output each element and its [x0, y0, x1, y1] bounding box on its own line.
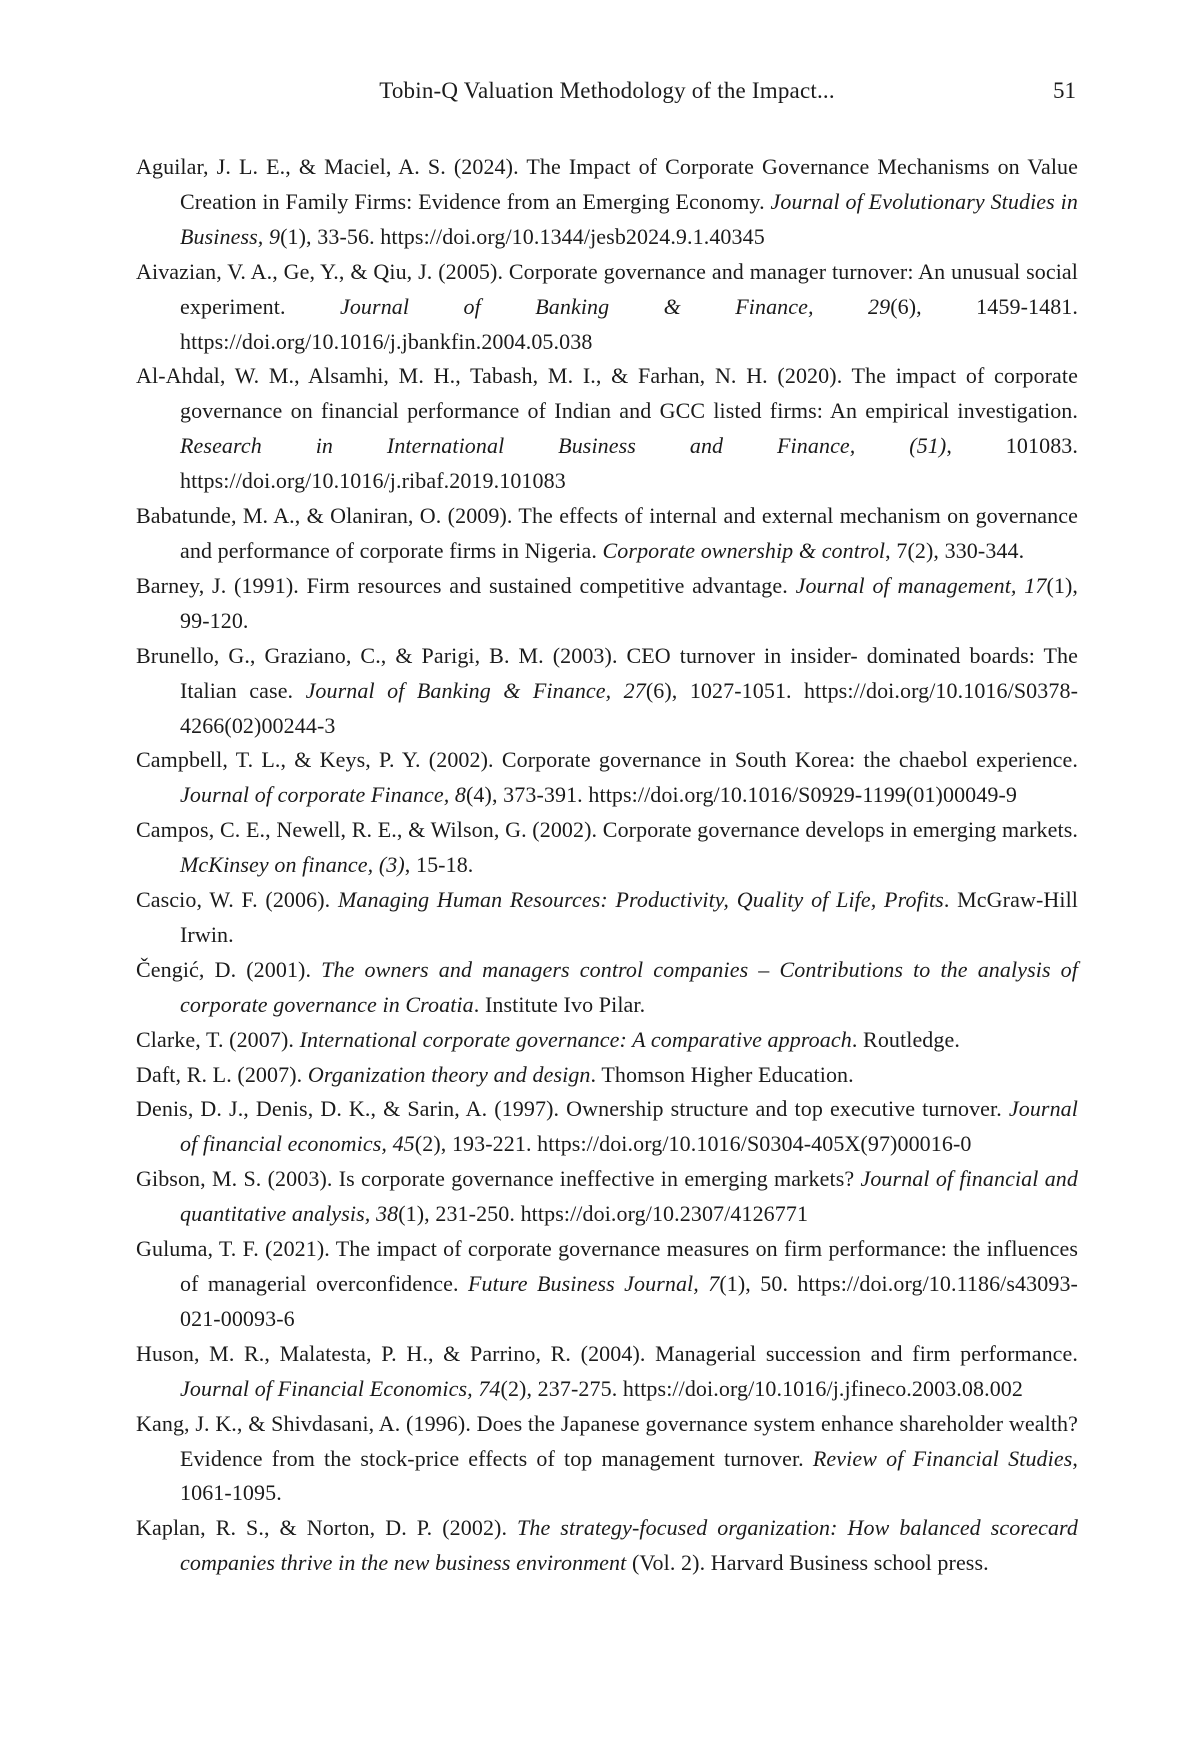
reference-entry	[136, 1511, 1078, 1581]
reference-italic-segment: Journal of corporate Finance, 8	[180, 782, 466, 808]
reference-text-segment: . Institute Ivo Pilar.	[473, 991, 646, 1017]
references-list	[136, 150, 1078, 1581]
running-title: Tobin-Q Valuation Methodology of the Impact...	[379, 78, 835, 103]
reference-italic-segment: Future Business Journal, 7	[467, 1271, 720, 1296]
reference-text-segment: Gibson, M. S. (2003). Is corporate governance ineffective in emerging markets?	[136, 1166, 861, 1192]
reference-entry	[136, 255, 1078, 360]
reference-entry	[136, 569, 1078, 639]
reference-italic-segment: Research in International Business and Finance, (51)	[180, 433, 947, 459]
reference-text-segment: . Routledge.	[851, 1026, 960, 1052]
reference-text-segment: (2), 237-275. https://doi.org/10.1016/j.jfineco.2003.08.002	[500, 1375, 1023, 1401]
reference-entry	[136, 359, 1078, 499]
reference-italic-segment: International corporate governance: A comparative approach	[299, 1026, 852, 1052]
reference-italic-segment: Journal of Banking & Finance, 29	[339, 293, 891, 319]
reference-text-segment: (4), 373-391. https://doi.org/10.1016/S0929-1199(01)00049-9	[466, 782, 1017, 808]
reference-entry	[136, 639, 1078, 744]
reference-text-segment: (1), 99-120.	[180, 572, 1079, 633]
reference-text-segment: Cascio, W. F. (2006).	[136, 887, 338, 913]
reference-entry	[136, 1407, 1078, 1512]
reference-text-segment: (2), 193-221. https://doi.org/10.1016/S0304-405X(97)00016-0	[414, 1131, 972, 1157]
reference-text-segment: . Thomson Higher Education.	[590, 1061, 854, 1087]
reference-italic-segment: Corporate ownership & control	[602, 537, 886, 563]
reference-text-segment: Campos, C. E., Newell, R. E., & Wilson, G. (2002). Corporate governance develops in emerging markets.	[136, 817, 1078, 843]
reference-italic-segment: Journal of financial economics, 45	[180, 1096, 1078, 1157]
reference-text-segment: Campbell, T. L., & Keys, P. Y. (2002). Corporate governance in South Korea: the chaebol experience.	[136, 747, 1078, 773]
reference-text-segment: Denis, D. J., Denis, D. K., & Sarin, A. (1997). Ownership structure and top executive turnover.	[136, 1096, 1009, 1122]
reference-text-segment: Daft, R. L. (2007).	[136, 1061, 308, 1087]
reference-entry	[136, 1023, 1078, 1058]
reference-text-segment: Čengić, D. (2001).	[136, 956, 322, 982]
reference-entry	[136, 813, 1078, 883]
reference-text-segment: Aguilar, J. L. E., & Maciel, A. S. (2024). The Impact of Corporate Governance Mechanisms on Value Creation in Family Firms: Evidence from an Emerging Economy.	[136, 154, 1078, 214]
reference-text-segment: Guluma, T. F. (2021). The impact of corporate governance measures on firm performance: the influences of managerial overconfidence.	[136, 1236, 1078, 1296]
reference-italic-segment: Journal of Financial Economics, 74	[180, 1375, 501, 1401]
reference-text-segment: (1), 33-56. https://doi.org/10.1344/jesb2024.9.1.40345	[280, 223, 765, 249]
reference-text-segment: Kang, J. K., & Shivdasani, A. (1996). Does the Japanese governance system enhance shareholder wealth? Evidence from the stock-price effects of top management turnover.	[136, 1410, 1078, 1471]
reference-entry	[136, 499, 1078, 569]
reference-text-segment: Al-Ahdal, W. M., Alsamhi, M. H., Tabash, M. I., & Farhan, N. H. (2020). The impact of corporate governance on financial performance of Indian and GCC listed firms: An empirical investigation.	[136, 363, 1078, 424]
page-number: 51	[1053, 78, 1076, 103]
reference-text-segment: , 101083. https://doi.org/10.1016/j.ribaf.2019.101083	[180, 433, 1079, 494]
reference-text-segment: Clarke, T. (2007).	[136, 1026, 300, 1052]
reference-text-segment: (1), 50. https://doi.org/10.1186/s43093-021-00093-6	[180, 1271, 1078, 1331]
reference-text-segment: , 7(2), 330-344.	[885, 537, 1025, 563]
reference-italic-segment: The owners and managers control companies – Contributions to the analysis of corporate governance in Croatia	[180, 956, 1078, 1017]
reference-italic-segment: McKinsey on finance, (3)	[180, 852, 405, 878]
reference-text-segment: Brunello, G., Graziano, C., & Parigi, B. M. (2003). CEO turnover in insider- dominated boards: The Italian case.	[136, 642, 1078, 703]
reference-text-segment: Barney, J. (1991). Firm resources and sustained competitive advantage.	[136, 572, 796, 598]
reference-entry	[136, 743, 1078, 813]
reference-text-segment: (Vol. 2). Harvard Business school press.	[626, 1550, 989, 1576]
reference-italic-segment: The strategy-focused organization: How balanced scorecard companies thrive in the new business environment	[180, 1515, 1078, 1576]
reference-entry	[136, 1232, 1078, 1337]
reference-text-segment: , 15-18.	[404, 852, 474, 878]
reference-entry	[136, 1092, 1078, 1162]
reference-italic-segment: Journal of Evolutionary Studies in Business, 9	[180, 188, 1078, 249]
reference-italic-segment: Journal of management, 17	[795, 572, 1047, 598]
reference-italic-segment: Journal of Banking & Finance, 27	[305, 677, 646, 703]
reference-entry	[136, 883, 1078, 953]
reference-entry	[136, 1058, 1078, 1093]
reference-text-segment: Kaplan, R. S., & Norton, D. P. (2002).	[136, 1515, 518, 1541]
reference-text-segment: , 1061-1095.	[180, 1445, 1078, 1506]
reference-entry	[136, 953, 1078, 1023]
reference-entry	[136, 1162, 1078, 1232]
reference-text-segment: (1), 231-250. https://doi.org/10.2307/4126771	[398, 1201, 809, 1227]
reference-text-segment: Huson, M. R., Malatesta, P. H., & Parrino, R. (2004). Managerial succession and firm performance.	[136, 1340, 1078, 1366]
reference-entry	[136, 150, 1078, 255]
reference-italic-segment: Managing Human Resources: Productivity, Quality of Life, Profits	[337, 887, 944, 913]
reference-text-segment: . McGraw-Hill Irwin.	[180, 887, 1078, 947]
reference-text-segment: (6), 1459-1481. https://doi.org/10.1016/j.jbankfin.2004.05.038	[180, 293, 1078, 354]
reference-italic-segment: Review of Financial Studies	[812, 1445, 1073, 1471]
reference-italic-segment: Organization theory and design	[307, 1061, 591, 1087]
reference-text-segment: (6), 1027-1051. https://doi.org/10.1016/S0378-4266(02)00244-3	[180, 677, 1078, 738]
reference-entry	[136, 1337, 1078, 1407]
reference-text-segment: Babatunde, M. A., & Olaniran, O. (2009). The effects of internal and external mechanism on governance and performance of corporate firms in Nigeria.	[136, 503, 1078, 563]
reference-italic-segment: Journal of financial and quantitative analysis, 38	[180, 1166, 1079, 1227]
reference-text-segment: Aivazian, V. A., Ge, Y., & Qiu, J. (2005). Corporate governance and manager turnover: An unusual social experiment.	[136, 258, 1078, 319]
page-header	[136, 76, 1078, 108]
